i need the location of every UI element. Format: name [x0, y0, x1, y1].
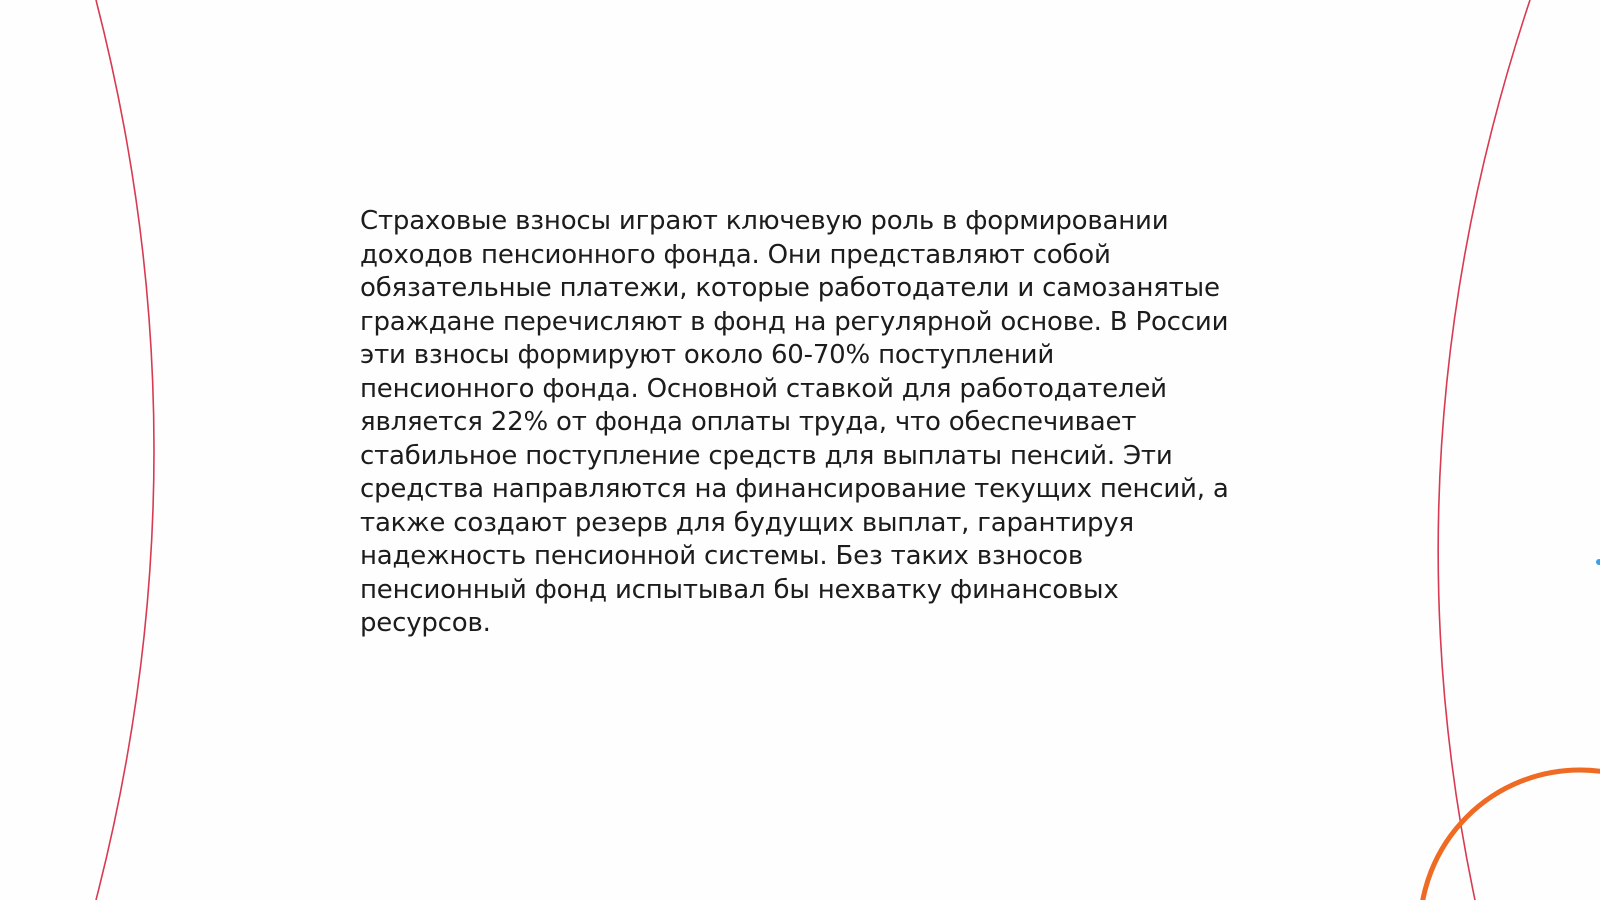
body-text-line: пенсионный фонд испытывал бы нехватку финансовых — [360, 574, 1119, 605]
blue-dot-mark — [1596, 559, 1600, 565]
body-text-line: граждане перечисляют в фонд на регулярной основе. В России — [360, 306, 1229, 337]
body-text-line: ресурсов. — [360, 608, 491, 638]
body-text-line: стабильное поступление средств для выплаты пенсий. Эти — [360, 440, 1173, 471]
body-text-line: средства направляются на финансирование текущих пенсий, а — [360, 474, 1229, 504]
right-curve-line — [1438, 0, 1530, 900]
body-text-line: также создают резерв для будущих выплат, гарантируя — [360, 507, 1134, 538]
body-text — [360, 205, 1250, 641]
body-text-line: Страховые взносы играют ключевую роль в формировании — [360, 206, 1169, 236]
left-curve-line — [96, 0, 154, 900]
orange-arc — [1420, 770, 1600, 900]
body-text-line: доходов пенсионного фонда. Они представляют собой — [360, 239, 1111, 270]
body-text-line: эти взносы формируют около 60-70% поступлений — [360, 340, 1055, 370]
body-text-line: надежность пенсионной системы. Без таких взносов — [360, 541, 1083, 571]
body-text-line: обязательные платежи, которые работодатели и самозанятые — [360, 273, 1220, 303]
body-text-line: пенсионного фонда. Основной ставкой для работодателей — [360, 373, 1167, 404]
body-text-line: является 22% от фонда оплаты труда, что обеспечивает — [360, 407, 1137, 437]
